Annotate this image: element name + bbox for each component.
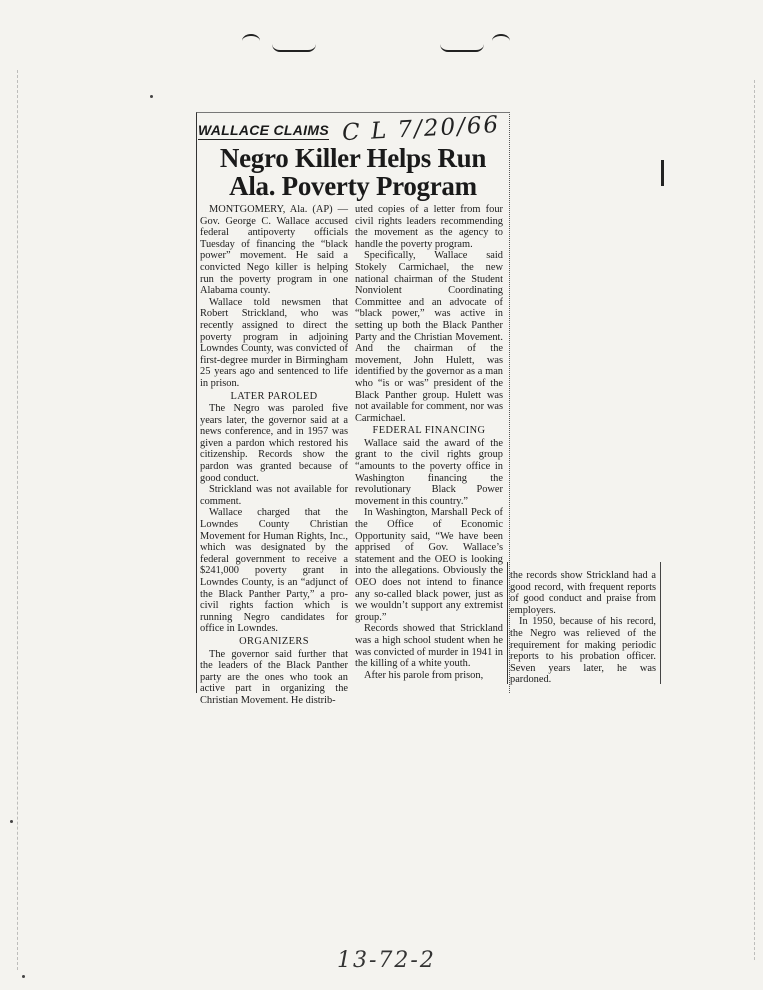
article-paragraph: The governor said further that the leaders of the Black Panther party are the ones who took an active part in organizing the Christian Movement. He distrib- <box>200 648 348 706</box>
article-paragraph: Wallace told newsmen that Robert Strickland, who was recently assigned to direct the poverty program in adjoining Lowndes County, was convicted of first-degree murder in Birmingham 25 years ago and sentenced to life in prison. <box>200 296 348 389</box>
article-paragraph: Wallace said the award of the grant to the civil rights group “amounts to the poverty office in Washington financing the revolutionary Black Power movement in this country.” <box>355 437 503 507</box>
article-paragraph: Specifically, Wallace said Stokely Carmichael, the new national chairman of the Student Nonviolent Coordinating Committee and an advocate of “black power,” was active in setting up both the Black Panther Party and the Christian Movement. And the chairman of the movement, John Hulett, was identified by the governor as a man who “is or was” president of the Black Panther group. Hulett was not available for comment, nor was Carmichael. <box>355 250 503 424</box>
subheading: FEDERAL FINANCING <box>372 425 486 437</box>
scan-speck <box>22 975 25 978</box>
subheading: ORGANIZERS <box>239 635 309 647</box>
subheading: LATER PAROLED <box>230 390 318 402</box>
article-paragraph: MONTGOMERY, Ala. (AP) — Gov. George C. Wallace accused federal antipoverty officials Tuesday of financing the “black power” movement. He said a convicted Nego killer is helping run the poverty program in one Alabama county. <box>200 204 348 297</box>
handwritten-annotation: C L 7/20/66 <box>341 111 501 147</box>
right-edge-mark <box>754 80 755 960</box>
article-column-2 <box>355 204 503 681</box>
article-paragraph: uted copies of a letter from four civil rights leaders recommending the movement as the agency to handle the poverty program. <box>355 204 503 250</box>
binder-hole-mark-right-arc <box>492 34 510 48</box>
scan-speck <box>150 95 153 98</box>
article-paragraph: In 1950, because of his record, the Negro was relieved of the requirement for making periodic reports to his probation officer. Seven years later, he was pardoned. <box>510 616 656 686</box>
kicker-headline: WALLACE CLAIMS <box>198 122 329 138</box>
binder-hole-mark-right <box>440 36 484 52</box>
binder-hole-mark-left <box>272 36 316 52</box>
margin-mark <box>661 160 664 186</box>
headline <box>200 144 506 200</box>
article-paragraph: After his parole from prison, <box>364 669 484 681</box>
file-number-handwritten: 13-72-2 <box>337 948 436 973</box>
article-column-3 <box>510 570 656 686</box>
article-paragraph: the records show Strickland had a good record, with frequent reports of good conduct and praise from employers. <box>510 570 656 616</box>
headline-line-1: Negro Killer Helps Run <box>219 143 487 173</box>
left-edge-mark <box>17 70 18 970</box>
article-paragraph: Strickland was not available for comment. <box>200 484 348 507</box>
article-paragraph: In Washington, Marshall Peck of the Office of Economic Opportunity said, “We have been apprised of Gov. Wallace’s statement and the OEO is looking into the allegations. Obviously the OEO does not intend to finance any so-called black power, just as we wouldn’t support any extremist group.” <box>355 507 503 623</box>
article-column-1 <box>200 204 348 707</box>
article-paragraph: Wallace charged that the Lowndes County Christian Movement for Human Rights, Inc., which was designated by the federal government to receive a $241,000 poverty grant in Lowndes County, is an “adjunct of the Black Panther Party,” a pro-civil rights faction which is running Negro candidates for office in Lowndes. <box>200 507 348 635</box>
headline-line-2: Ala. Poverty Program <box>229 171 477 201</box>
scan-speck <box>10 820 13 823</box>
article-paragraph: Records showed that Strickland was a high school student when he was convicted of murder in 1941 in the killing of a white youth. <box>355 623 503 670</box>
article-paragraph: The Negro was paroled five years later, the governor said at a news conference, and in 1957 was given a pardon which restored his citizenship. Records show the pardon was granted because of good conduct. <box>200 403 348 484</box>
binder-hole-mark-left-arc <box>242 34 260 48</box>
